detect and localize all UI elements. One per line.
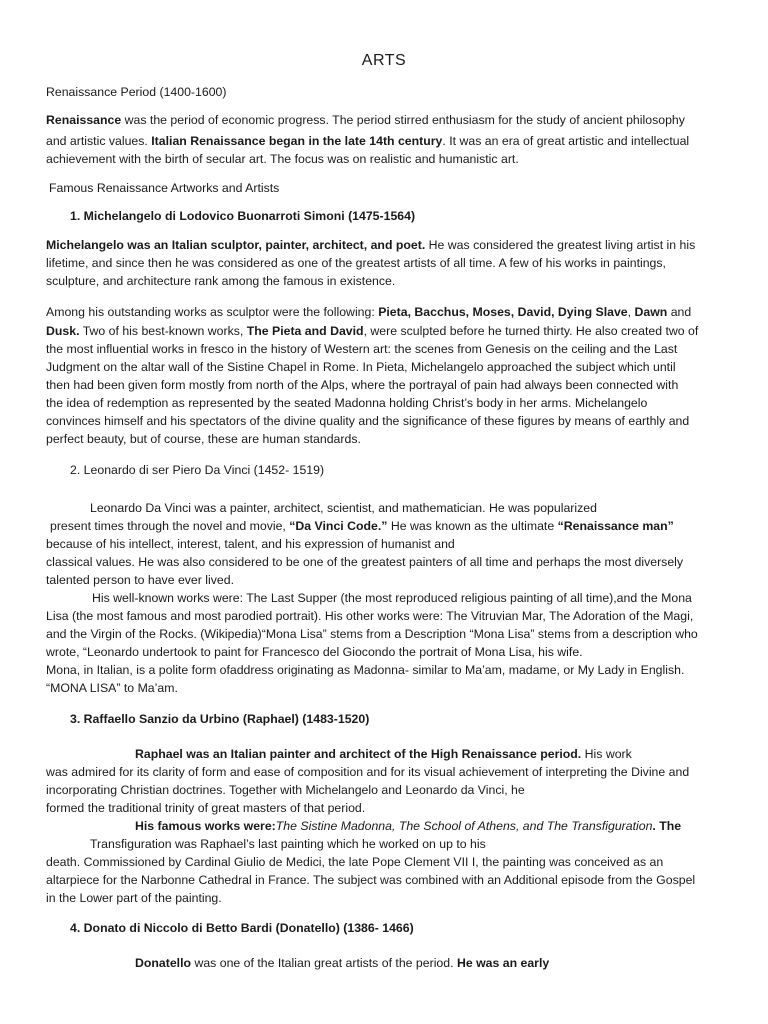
intro-line: and artistic values. Italian Renaissance began in the late 14th century. It was an era of great artistic and intellectual bbox=[46, 134, 690, 148]
paragraph-line: present times through the novel and movie, “Da Vinci Code.” He was known as the ultimate “Renaissance man” bbox=[50, 519, 674, 533]
section-heading-leonardo: 2. Leonardo di ser Piero Da Vinci (1452- 1519) bbox=[70, 463, 325, 477]
paragraph-line: His well-known works were: The Last Supper (the most reproduced religious painting of all time),and the Mona bbox=[92, 591, 692, 605]
paragraph-line: the idea of redemption as represented by the seated Madonna holding Christ’s body in her arms. Michelangelo bbox=[46, 396, 648, 410]
paragraph-line: Judgment on the altar wall of the Sistine Chapel in Rome. In Pieta, Michelangelo approached the subject which until bbox=[46, 360, 676, 374]
paragraph-line: Donatello was one of the Italian great artists of the period. He was an early bbox=[135, 956, 550, 970]
paragraph-line: lifetime, and since then he was considered as one of the greatest artists of all time. A few of his works in paintings, bbox=[46, 256, 666, 270]
paragraph-line: Raphael was an Italian painter and architect of the High Renaissance period. His work bbox=[135, 747, 632, 761]
paragraph-line: because of his intellect, interest, talent, and his expression of humanist and bbox=[46, 537, 455, 551]
paragraph-line: then had been given form mostly from north of the Alps, where the portrayal of pain had always been connected with bbox=[46, 378, 679, 392]
paragraph-line: convinces himself and his spectators of the divine quality and the significance of these figures by means of earthly and bbox=[46, 414, 690, 428]
paragraph-line: Dusk. Two of his best-known works, The Pieta and David, were sculpted before he turned thirty. He also created two of bbox=[46, 324, 699, 338]
paragraph-line: Leonardo Da Vinci was a painter, architect, scientist, and mathematician. He was popularized bbox=[90, 501, 597, 515]
paragraph-line: “MONA LISA” to Ma’am. bbox=[46, 681, 178, 695]
paragraph-line: talented person to have ever lived. bbox=[46, 573, 234, 587]
paragraph-line: altarpiece for the Narbonne Cathedral in France. The subject was combined with an Additional episode from the Gospel bbox=[46, 873, 696, 887]
section-heading-raphael: 3. Raffaello Sanzio da Urbino (Raphael) (1483-1520) bbox=[70, 712, 370, 726]
paragraph-line: perfect beauty, but of course, these are human standards. bbox=[46, 432, 361, 446]
paragraph-line: sculpture, and architecture rank among the famous in existence. bbox=[46, 274, 396, 288]
term-renaissance: Renaissance bbox=[46, 113, 122, 127]
paragraph-line: Transfiguration was Raphael’s last painting which he worked on up to his bbox=[90, 837, 486, 851]
paragraph-line: incorporating Christian doctrines. Together with Michelangelo and Leonardo da Vinci, he bbox=[46, 783, 525, 797]
intro-line: achievement with the birth of secular art. The focus was on realistic and humanistic art. bbox=[46, 152, 519, 166]
section-heading-donatello: 4. Donato di Niccolo di Betto Bardi (Donatello) (1386- 1466) bbox=[70, 921, 414, 935]
paragraph-line: formed the traditional trinity of great masters of that period. bbox=[46, 801, 366, 815]
paragraph-line: the most influential works in fresco in the history of Western art: the scenes from Genesis on the ceiling and the Last bbox=[46, 342, 678, 356]
paragraph-line: classical values. He was also considered to be one of the greatest painters of all time and perhaps the most diversely bbox=[46, 555, 684, 569]
paragraph-line: His famous works were:The Sistine Madonna, The School of Athens, and The Transfiguration. The bbox=[135, 819, 682, 833]
paragraph-line: Among his outstanding works as sculptor were the following: Pieta, Bacchus, Moses, David, Dying Slave, Dawn and bbox=[46, 305, 692, 319]
famous-heading: Famous Renaissance Artworks and Artists bbox=[49, 181, 280, 195]
paragraph-line: in the Lower part of the painting. bbox=[46, 891, 222, 905]
intro-line: Renaissance was the period of economic progress. The period stirred enthusiasm for the study of ancient philosophy bbox=[46, 113, 685, 127]
document-title: ARTS bbox=[361, 52, 407, 69]
paragraph-line: was admired for its clarity of form and ease of composition and for its visual achievement of interpreting the Divine and bbox=[46, 765, 690, 779]
paragraph-line: Mona, in Italian, is a polite form ofaddress originating as Madonna- similar to Ma’am, madame, or My Lady in English. bbox=[46, 663, 685, 677]
paragraph-line: Michelangelo was an Italian sculptor, painter, architect, and poet. He was considered the greatest living artist in his bbox=[46, 238, 696, 252]
paragraph-line: and the Virgin of the Rocks. (Wikipedia)“Mona Lisa” stems from a Description “Mona Lisa” stems from a description who bbox=[46, 627, 698, 641]
period-heading: Renaissance Period (1400-1600) bbox=[46, 85, 227, 99]
paragraph-line: death. Commissioned by Cardinal Giulio de Medici, the late Pope Clement VII I, the painting was conceived as an bbox=[46, 855, 664, 869]
paragraph-line: wrote, “Leonardo undertook to paint for Francesco del Giocondo the portrait of Mona Lisa, his wife. bbox=[46, 645, 583, 659]
section-heading-michelangelo: 1. Michelangelo di Lodovico Buonarroti Simoni (1475-1564) bbox=[70, 209, 416, 223]
paragraph-line: Lisa (the most famous and most parodied portrait). His other works were: The Vitruvian Mar, The Adoration of the Magi, bbox=[46, 609, 694, 623]
